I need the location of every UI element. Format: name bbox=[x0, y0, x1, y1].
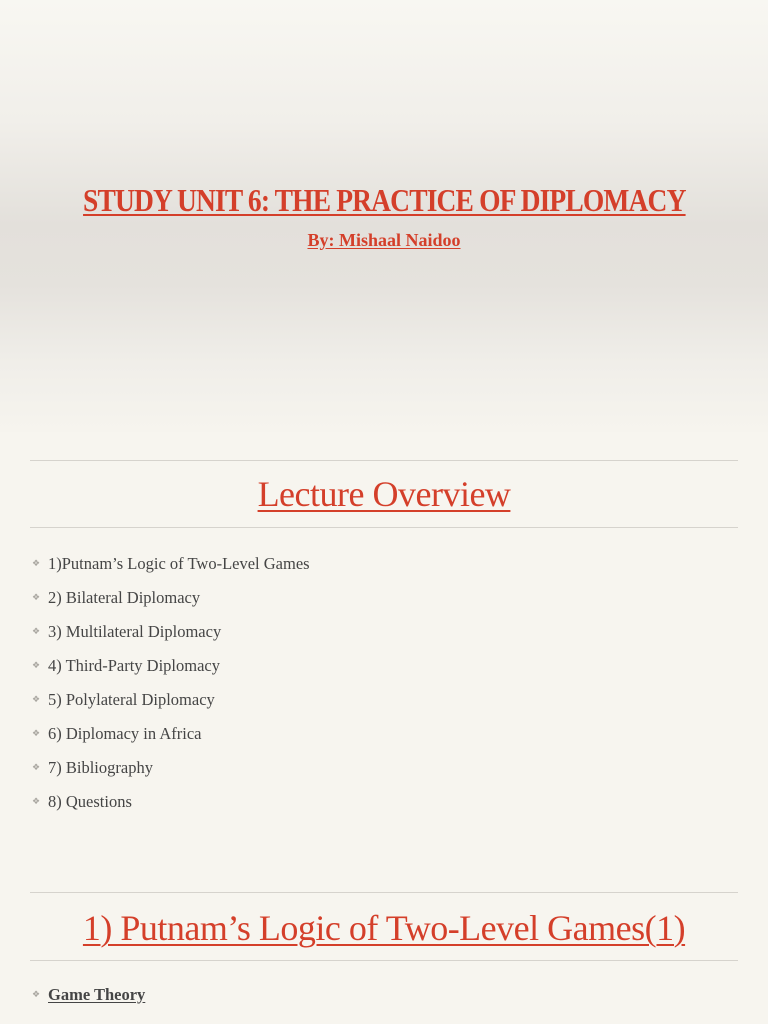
putnam-slide bbox=[0, 864, 768, 1024]
list-item-text: Game Theory bbox=[48, 985, 146, 1004]
list-item bbox=[30, 683, 310, 717]
overview-list bbox=[30, 547, 310, 819]
list-item-text: 5) Polylateral Diplomacy bbox=[48, 690, 215, 709]
slide-title bbox=[0, 472, 768, 516]
diamond-bullet-icon: ❖ bbox=[32, 729, 41, 739]
list-item bbox=[30, 547, 310, 581]
cover-slide bbox=[0, 0, 768, 432]
title-top-divider bbox=[30, 460, 738, 461]
diamond-bullet-icon: ❖ bbox=[32, 661, 41, 671]
document-title-text: STUDY UNIT 6: THE PRACTICE OF DIPLOMACY bbox=[82, 182, 686, 218]
diamond-bullet-icon: ❖ bbox=[32, 559, 41, 569]
list-item-text: 6) Diplomacy in Africa bbox=[48, 724, 202, 743]
list-item-text: 1)Putnam’s Logic of Two-Level Games bbox=[48, 554, 310, 573]
list-item-text: 4) Third-Party Diplomacy bbox=[48, 656, 220, 675]
diamond-bullet-icon: ❖ bbox=[32, 695, 41, 705]
author-text: By: Mishaal Naidoo bbox=[307, 230, 461, 250]
diamond-bullet-icon: ❖ bbox=[32, 627, 41, 637]
list-item bbox=[30, 581, 310, 615]
slide-title-text: Lecture Overview bbox=[257, 474, 511, 514]
slide-title-text: 1) Putnam’s Logic of Two-Level Games(1) bbox=[82, 908, 686, 948]
list-item bbox=[30, 615, 310, 649]
diamond-bullet-icon: ❖ bbox=[32, 763, 41, 773]
list-item bbox=[30, 978, 145, 1012]
list-item-text: 8) Questions bbox=[48, 792, 132, 811]
diamond-bullet-icon: ❖ bbox=[32, 990, 41, 1000]
document-title bbox=[0, 180, 768, 220]
slide-title bbox=[0, 906, 768, 950]
list-item bbox=[30, 649, 310, 683]
diamond-bullet-icon: ❖ bbox=[32, 797, 41, 807]
list-item-text: 7) Bibliography bbox=[48, 758, 153, 777]
list-item bbox=[30, 785, 310, 819]
list-item bbox=[30, 751, 310, 785]
diamond-bullet-icon: ❖ bbox=[32, 593, 41, 603]
list-item bbox=[30, 717, 310, 751]
title-top-divider bbox=[30, 892, 738, 893]
putnam-list bbox=[30, 978, 145, 1012]
list-item-text: 2) Bilateral Diplomacy bbox=[48, 588, 201, 607]
overview-slide bbox=[0, 432, 768, 864]
list-item-text: 3) Multilateral Diplomacy bbox=[48, 622, 222, 641]
title-bottom-divider bbox=[30, 527, 738, 528]
title-bottom-divider bbox=[30, 960, 738, 961]
author-line bbox=[0, 228, 768, 252]
